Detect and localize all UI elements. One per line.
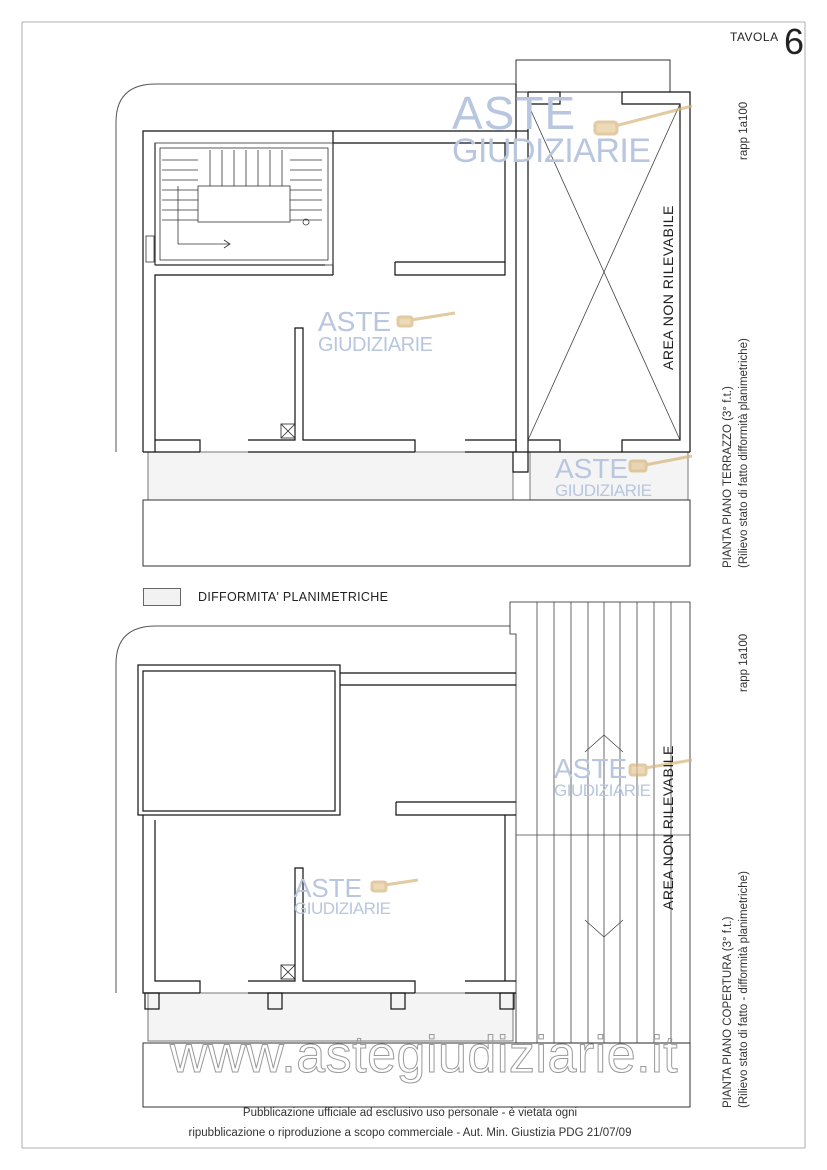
top-shaft	[281, 424, 295, 438]
bottom-area-label: AREA NON RILEVABILE	[660, 745, 676, 910]
watermark-aste: ASTE	[554, 753, 628, 784]
watermark-giudiziarie: GIUDIZIARIE	[318, 334, 433, 356]
top-stairwell	[146, 143, 333, 265]
top-diff-strip-left	[148, 452, 513, 500]
watermark-bottom-right	[554, 755, 651, 799]
watermark-aste: ASTE	[318, 306, 392, 337]
watermark-site: www.astegiudiziarie.it	[170, 1026, 679, 1084]
bottom-walls	[138, 665, 516, 1009]
watermark-top-center	[318, 308, 433, 355]
watermark-giudiziarie: GIUDIZIARIE	[452, 132, 651, 170]
watermark-bottom-center	[294, 875, 391, 917]
top-plan-subtitle: (Rilievo stato di fatto difformità planimetriche)	[738, 338, 750, 568]
tavola-number: 6	[784, 21, 805, 62]
top-plan-title: PIANTA PIANO TERRAZZO (3° f.t.)	[722, 386, 734, 568]
tavola-label: TAVOLA	[730, 30, 779, 44]
bottom-plan-scale: rapp 1a100	[738, 633, 750, 692]
watermark-aste: ASTE	[294, 873, 362, 903]
bottom-plan-title: PIANTA PIANO COPERTURA (3° f.t.)	[722, 916, 734, 1108]
watermark-aste: ASTE	[452, 87, 577, 139]
legend-label: DIFFORMITA' PLANIMETRICHE	[198, 590, 389, 604]
footer-line-1: Pubblicazione ufficiale ad esclusivo uso personale - è vietata ogni	[242, 1107, 578, 1119]
bottom-plan-subtitle: (Rilievo stato di fatto - difformità planimetriche)	[738, 871, 750, 1108]
sheet-border	[22, 22, 805, 1148]
top-balcony-base	[143, 500, 690, 566]
watermark-aste: ASTE	[555, 453, 629, 484]
legend-swatch	[143, 588, 181, 606]
bottom-shaft	[281, 965, 295, 979]
watermark-top	[452, 87, 651, 170]
top-area-label: AREA NON RILEVABILE	[660, 205, 676, 370]
watermark-giudiziarie: GIUDIZIARIE	[555, 481, 652, 500]
watermark-giudiziarie: GIUDIZIARIE	[294, 899, 391, 918]
top-plan-scale: rapp 1a100	[738, 101, 750, 160]
footer-line-2: ripubblicazione o riproduzione a scopo commerciale - Aut. Min. Giustizia PDG 21/07/09	[188, 1127, 632, 1139]
watermark-top-right	[555, 455, 652, 499]
watermark-giudiziarie: GIUDIZIARIE	[554, 781, 651, 800]
bottom-outline	[116, 626, 510, 993]
